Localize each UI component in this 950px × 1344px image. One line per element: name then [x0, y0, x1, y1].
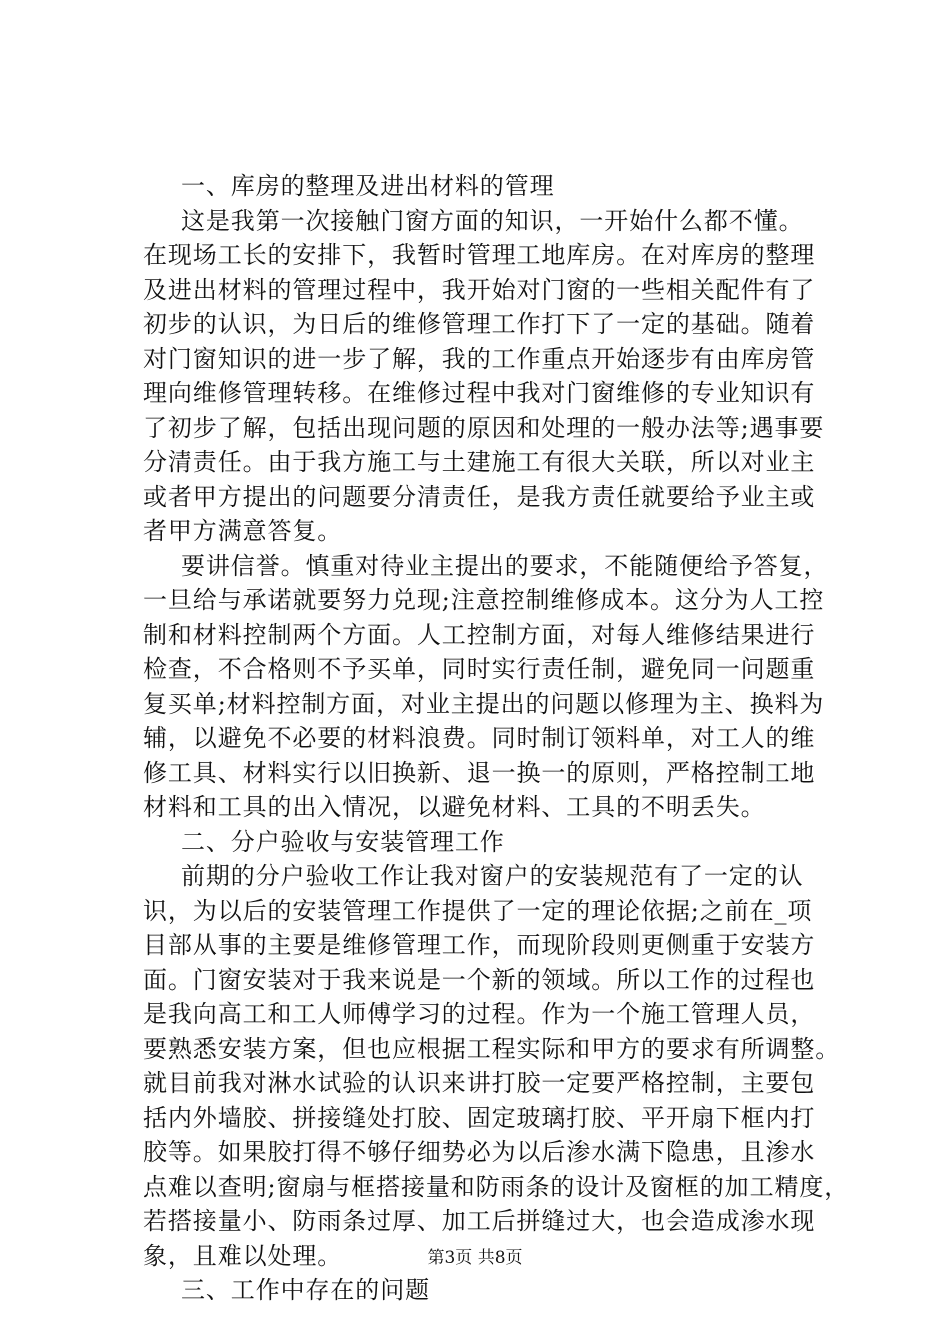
text-line: 这是我第一次接触门窗方面的知识，一开始什么都不懂。 [181, 206, 804, 235]
text-line: 是我向高工和工人师傅学习的过程。作为一个施工管理人员， [143, 1000, 816, 1028]
text-line: 辅，以避免不必要的材料浪费。同时制订领料单，对工人的维 [143, 724, 816, 752]
text-line: 面。门窗安装对于我来说是一个新的领域。所以工作的过程也 [143, 965, 816, 994]
text-line: 检查，不合格则不予买单，同时实行责任制，避免同一问题重 [143, 655, 816, 683]
text-line: 修工具、材料实行以旧换新、退一换一的原则，严格控制工地 [143, 758, 816, 787]
page-footer: 第3页 共8页 [427, 1248, 523, 1268]
text-line: 制和材料控制两个方面。人工控制方面，对每人维修结果进行 [143, 620, 816, 649]
text-line: 点难以查明;窗扇与框搭接量和防雨条的设计及窗框的加工精度， [143, 1172, 850, 1201]
text-line: 复买单;材料控制方面，对业主提出的问题以修理为主、换料为 [143, 689, 825, 718]
text-line: 者甲方满意答复。 [143, 517, 343, 545]
text-line: 象，且难以处理。 [143, 1241, 343, 1270]
text-line: 前期的分户验收工作让我对窗户的安装规范有了一定的认 [181, 862, 804, 890]
text-line: 要熟悉安装方案，但也应根据工程实际和甲方的要求有所调整。 [143, 1034, 841, 1063]
text-line: 初步的认识，为日后的维修管理工作打下了一定的基础。随着 [143, 310, 816, 338]
text-line: 一、库房的整理及进出材料的管理 [181, 172, 555, 200]
text-line: 及进出材料的管理过程中，我开始对门窗的一些相关配件有了 [143, 275, 816, 304]
text-line: 了初步了解，包括出现问题的原因和处理的一般办法等;遇事要 [143, 413, 825, 442]
text-line: 对门窗知识的进一步了解，我的工作重点开始逐步有由库房管 [143, 344, 816, 373]
document-body [143, 169, 853, 1308]
text-line: 括内外墙胶、拼接缝处打胶、固定玻璃打胶、平开扇下框内打 [143, 1103, 816, 1132]
text-line: 理向维修管理转移。在维修过程中我对门窗维修的专业知识有 [143, 379, 816, 407]
text-line: 目部从事的主要是维修管理工作，而现阶段则更侧重于安装方 [143, 931, 816, 959]
text-line: 分清责任。由于我方施工与土建施工有很大关联，所以对业主 [143, 448, 816, 476]
text-line: 或者甲方提出的问题要分清责任，是我方责任就要给予业主或 [143, 482, 816, 511]
text-line: 要讲信誉。慎重对待业主提出的要求，不能随便给予答复， [181, 551, 829, 580]
text-line: 若搭接量小、防雨条过厚、加工后拼缝过大，也会造成渗水现 [143, 1207, 816, 1235]
text-line: 识，为以后的安装管理工作提供了一定的理论依据;之前在_项 [143, 896, 813, 925]
text-line: 材料和工具的出入情况，以避免材料、工具的不明丢失。 [143, 793, 766, 821]
text-line: 胶等。如果胶打得不够仔细势必为以后渗水满下隐患，且渗水 [143, 1138, 816, 1166]
text-line: 三、工作中存在的问题 [181, 1276, 430, 1304]
text-line: 就目前我对淋水试验的认识来讲打胶一定要严格控制，主要包 [143, 1069, 816, 1097]
text-line: 一旦给与承诺就要努力兑现;注意控制维修成本。这分为人工控 [143, 586, 825, 614]
text-line: 在现场工长的安排下，我暂时管理工地库房。在对库房的整理 [143, 241, 816, 269]
text-line: 二、分户验收与安装管理工作 [181, 827, 505, 856]
